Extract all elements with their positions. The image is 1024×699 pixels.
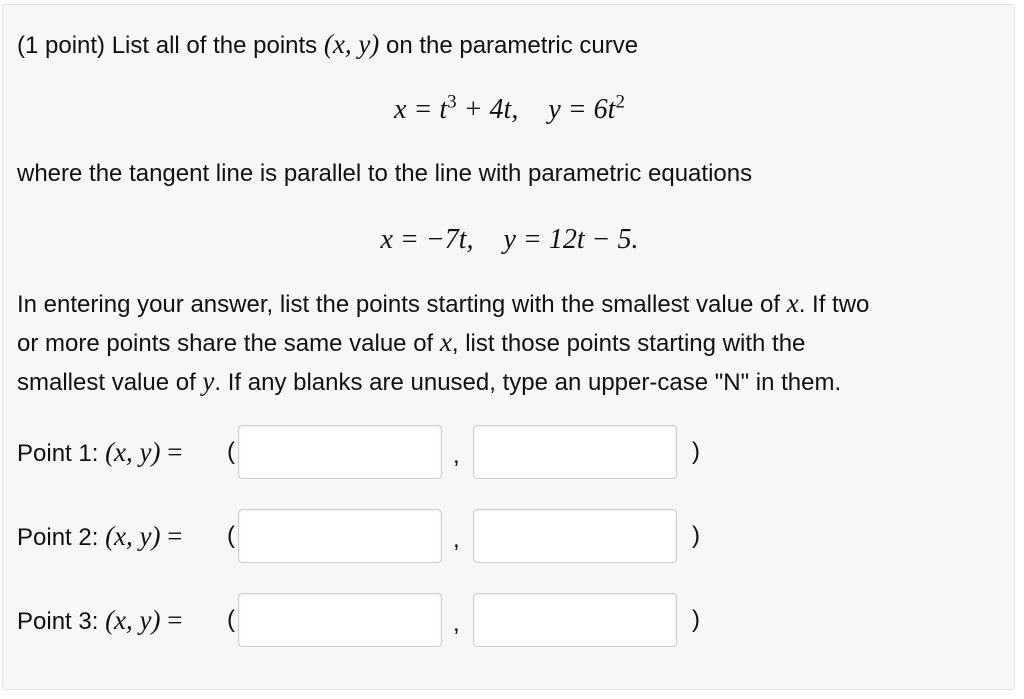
curve-x-rhs: = t [406, 94, 448, 125]
point-3-y-input[interactable] [473, 593, 677, 647]
point-label-math: (x, y) [105, 437, 161, 467]
point-row-1 [17, 425, 997, 481]
instruction-text: , list those points starting with the [451, 330, 806, 357]
intro-suffix: on the parametric curve [379, 32, 639, 59]
point-label-equals: = [160, 521, 183, 551]
line-equation [3, 223, 1016, 257]
instruction-text: In entering your answer, list the points starting with the smallest value of [17, 291, 787, 318]
point-2-x-input[interactable] [238, 509, 442, 563]
line-y-equation: y = 12t − 5. [503, 224, 639, 255]
open-paren: ( [227, 522, 235, 549]
instruction-var-x: x [439, 327, 452, 357]
instruction-text: . If two [798, 291, 870, 318]
point-label [17, 519, 183, 555]
where-text: where the tangent line is parallel to the line with parametric equations [17, 160, 753, 187]
open-paren: ( [227, 606, 235, 633]
instruction-line-3 [17, 366, 841, 398]
comma: , [453, 526, 460, 553]
point-label-text: Point 1: [17, 440, 106, 467]
curve-y-var: y [548, 94, 561, 125]
curve-y-exponent: 2 [615, 91, 625, 113]
point-1-y-input[interactable] [473, 425, 677, 479]
instruction-text: or more points share the same value of [17, 330, 440, 357]
curve-equation [3, 93, 1016, 127]
comma: , [453, 442, 460, 469]
point-label-equals: = [160, 605, 183, 635]
point-label-text: Point 2: [17, 524, 106, 551]
curve-x-var: x [394, 94, 407, 125]
instruction-text: smallest value of [17, 369, 203, 396]
close-paren: ) [692, 438, 700, 465]
instruction-line-2 [17, 327, 805, 359]
open-paren: ( [227, 438, 235, 465]
point-3-x-input[interactable] [238, 593, 442, 647]
point-2-y-input[interactable] [473, 509, 677, 563]
curve-x-tail: + 4t, [456, 94, 519, 125]
point-row-2 [17, 509, 997, 565]
problem-panel [2, 4, 1015, 690]
line-x-equation: x = −7t, [380, 224, 474, 255]
curve-x-exponent: 3 [447, 91, 457, 113]
point-label [17, 435, 183, 471]
instruction-line-1 [17, 288, 869, 320]
point-row-3 [17, 593, 997, 649]
intro-math: (x, y) [323, 29, 380, 59]
close-paren: ) [692, 606, 700, 633]
point-label-text: Point 3: [17, 608, 106, 635]
instruction-var-y: y [202, 366, 215, 396]
point-1-x-input[interactable] [238, 425, 442, 479]
instruction-text: . If any blanks are unused, type an upper-case "N" in them. [214, 369, 842, 396]
point-label [17, 603, 183, 639]
close-paren: ) [692, 522, 700, 549]
problem-intro [17, 29, 638, 61]
comma: , [453, 610, 460, 637]
point-label-math: (x, y) [105, 521, 161, 551]
point-label-equals: = [160, 437, 183, 467]
intro-prefix: (1 point) List all of the points [17, 32, 324, 59]
point-label-math: (x, y) [105, 605, 161, 635]
curve-y-rhs: = 6t [560, 94, 616, 125]
instruction-var-x: x [786, 288, 799, 318]
